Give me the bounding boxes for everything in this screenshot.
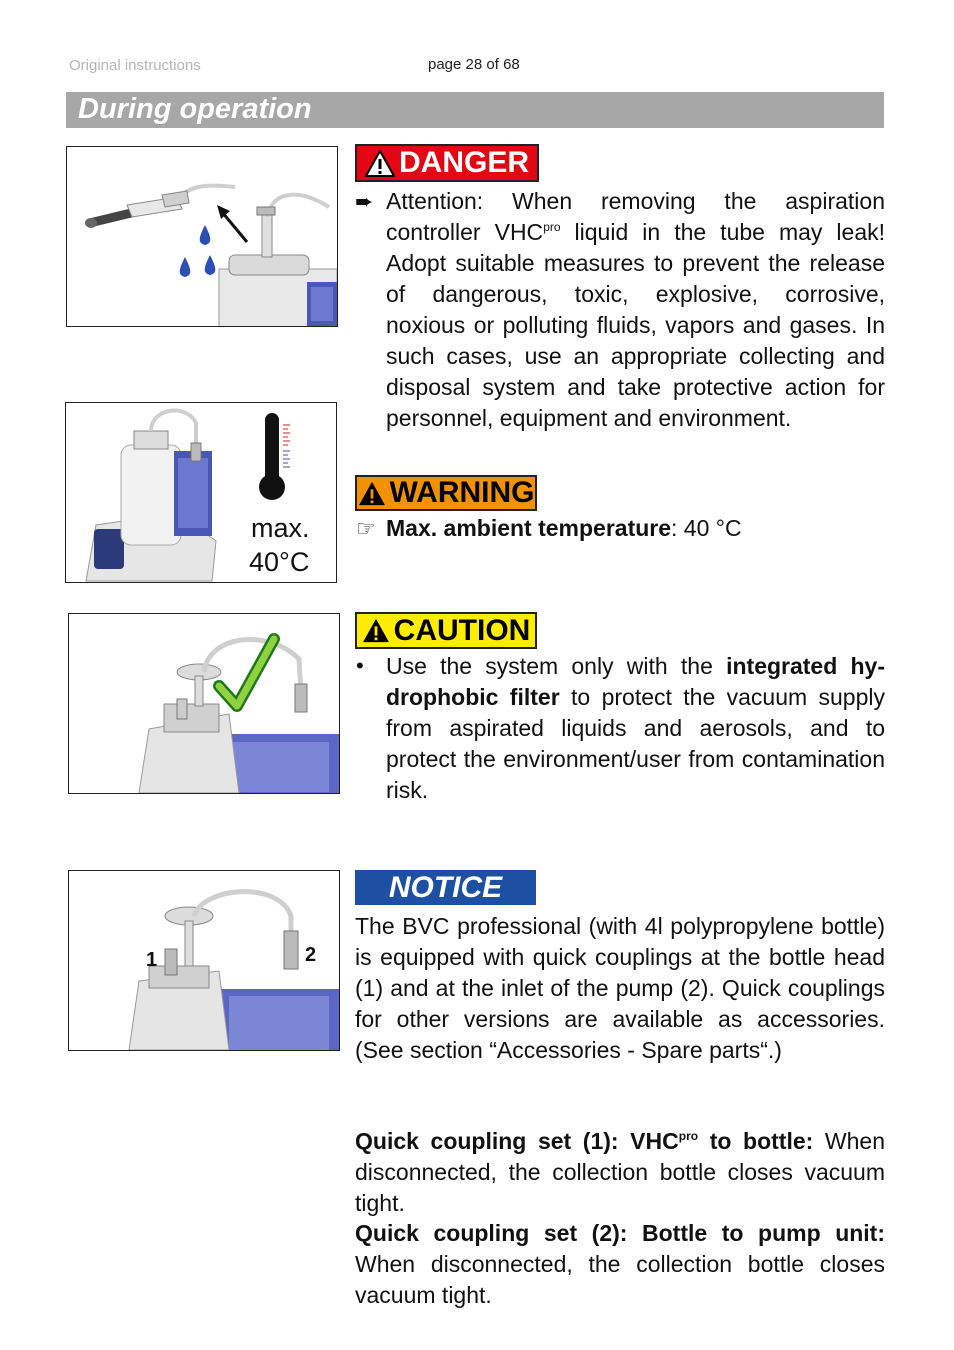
warning-triangle-icon xyxy=(362,618,390,643)
liquid-drops-icon xyxy=(180,225,216,277)
figure-aspiration-controller-leak xyxy=(66,146,338,327)
caution-text-part2: to protect the vacuum supply from aspirated liquids and aerosols, and to protect the environment/user from contamination risk. xyxy=(386,684,886,803)
quick-coupling-2-text xyxy=(355,1218,885,1311)
warning-text-value: : 40 °C xyxy=(671,515,742,541)
aspiration-controller-icon xyxy=(85,191,189,228)
superscript-pro: pro xyxy=(678,1129,699,1143)
qc1-bold-part1: Quick coupling set (1): VHC xyxy=(355,1128,679,1154)
warning-triangle-icon xyxy=(365,150,395,177)
figure-max-temperature xyxy=(65,402,337,583)
notice-paragraph: The BVC professional (with 4l polypropylene bottle) is equipped with quick couplings at the bottle head (1) and at the inlet of the pump (2). Quick couplings for other versions are available as accessories. (See section “Accessories - Spare parts“.) xyxy=(355,913,885,1063)
arrow-marker-icon: ➨ xyxy=(355,189,374,214)
temperature-label: 40°C xyxy=(249,547,310,577)
caution-text-part1: Use the system only with the xyxy=(386,653,727,679)
qc1-text: When disconnected, the collection bottle closes vacuum tight. xyxy=(355,1128,885,1216)
section-heading-bar xyxy=(66,92,884,128)
caution-text xyxy=(386,651,885,806)
danger-text xyxy=(386,186,885,434)
bottle-with-filter-icon xyxy=(139,640,339,793)
bullet-marker: • xyxy=(356,653,364,678)
coupling-label-2: 2 xyxy=(305,944,317,966)
header-document-type: Original instructions xyxy=(69,57,201,74)
warning-text-bold: Max. ambient temperature xyxy=(386,515,672,541)
bottle-and-pump-icon xyxy=(219,195,337,326)
quick-coupling-1-text xyxy=(355,1126,885,1219)
danger-signal xyxy=(355,144,539,182)
caution-label: CAUTION xyxy=(393,613,531,647)
notice-label: NOTICE xyxy=(388,870,503,904)
qc1-bold-part2: to bottle: xyxy=(698,1128,814,1154)
danger-text-part2: liquid in the tube may leak! Adopt suitable measures to prevent the release of dangerous, toxic, explosive, corrosive, noxious or polluting fluids, vapors and gases. In such cases, use an appropriate collecting and disposal system and take protective action for personnel, equipment and environment. xyxy=(386,219,886,431)
caution-text-bold: integrated hydrophobic filter xyxy=(386,653,886,710)
removal-arrow-icon xyxy=(217,205,247,242)
header-page-number: page 28 of 68 xyxy=(428,56,520,73)
vacuum-device-icon xyxy=(86,411,216,581)
bottle-with-couplings-icon xyxy=(129,892,339,1050)
qc2-bold: Quick coupling set (2): Bottle to pump unit: xyxy=(355,1220,885,1246)
warning-signal xyxy=(355,475,537,511)
notice-signal xyxy=(355,870,536,905)
coupling-label-1: 1 xyxy=(146,949,158,971)
figure-hydrophobic-filter xyxy=(68,613,340,794)
warning-triangle-icon xyxy=(358,481,386,506)
warning-label: WARNING xyxy=(389,476,535,509)
danger-label: DANGER xyxy=(398,146,529,179)
superscript-pro: pro xyxy=(543,220,561,234)
figure-quick-couplings xyxy=(68,870,340,1051)
thermometer-icon xyxy=(259,413,290,500)
danger-text-part1: Attention: When removing the aspiration controller VHC xyxy=(386,188,885,245)
max-label: max. xyxy=(251,513,310,543)
qc2-text: When disconnected, the collection bottle closes vacuum tight. xyxy=(355,1251,885,1308)
section-title: During operation xyxy=(78,93,312,125)
warning-text xyxy=(386,513,885,544)
hand-pointer-icon: ☞ xyxy=(356,516,376,541)
caution-signal xyxy=(355,612,537,649)
